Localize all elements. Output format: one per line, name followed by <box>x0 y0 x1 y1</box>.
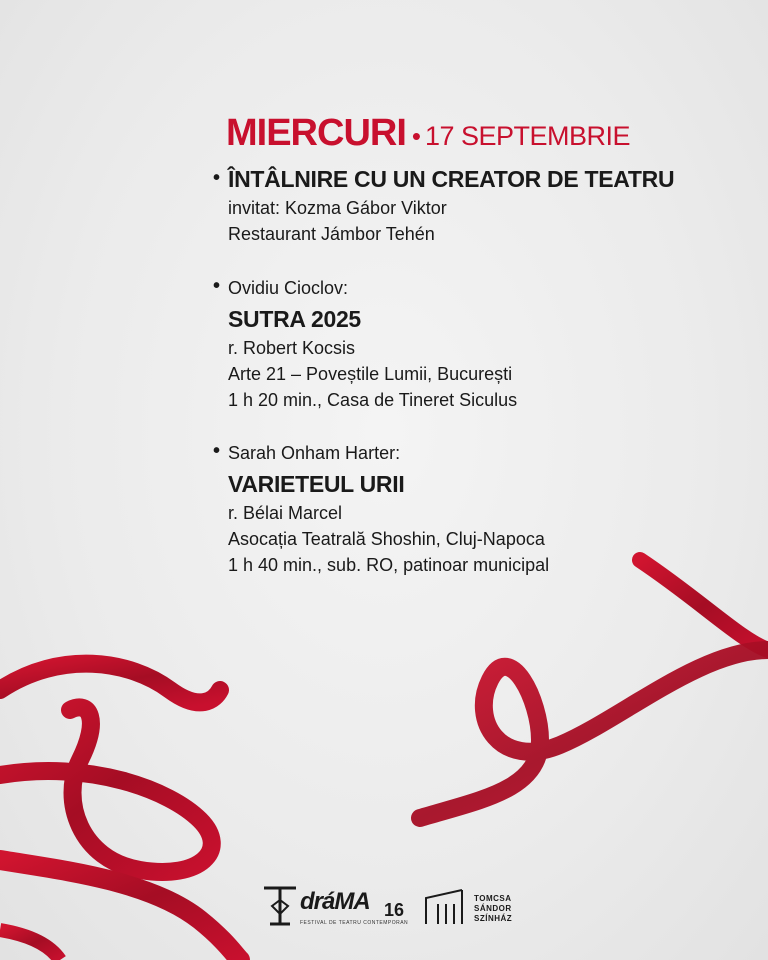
tomcsa-name <box>474 894 512 924</box>
tomcsa-line: SÁNDOR <box>474 904 512 913</box>
event-author: Sarah Onham Harter: <box>228 443 401 463</box>
drama-edition-number: 16 <box>384 900 405 920</box>
event-detail-line: Restaurant Jámbor Tehén <box>228 224 435 244</box>
event-detail-line: r. Bélai Marcel <box>228 503 343 523</box>
theatre-building-icon <box>424 886 468 926</box>
event-detail-line: r. Robert Kocsis <box>228 338 356 358</box>
event-detail-line: 1 h 20 min., Casa de Tineret Siculus <box>228 390 518 410</box>
date-label: 17 SEPTEMBRIE <box>425 121 631 151</box>
tomcsa-theatre-logo <box>424 886 534 930</box>
event-title: SUTRA 2025 <box>228 306 361 332</box>
day-heading <box>226 112 630 155</box>
drama-festival-logo <box>262 884 412 934</box>
event-author: Ovidiu Cioclov: <box>228 278 349 298</box>
event-detail-line: invitat: Kozma Gábor Viktor <box>228 198 447 218</box>
event-title: ÎNTÂLNIRE CU UN CREATOR DE TEATRU <box>228 166 675 192</box>
heading-separator: • <box>411 121 421 151</box>
event-bullet: • <box>213 167 221 189</box>
event-detail-line: Asocația Teatrală Shoshin, Cluj-Napoca <box>228 529 545 549</box>
event-detail-line: Arte 21 – Poveștile Lumii, București <box>228 364 513 384</box>
tomcsa-line: TOMCSA <box>474 894 512 903</box>
event-bullet: • <box>213 440 221 462</box>
tomcsa-line: SZÍNHÁZ <box>474 914 513 923</box>
event-bullet: • <box>213 275 221 297</box>
event-detail-line: 1 h 40 min., sub. RO, patinoar municipal <box>228 555 550 575</box>
drama-subtitle: FESTIVAL DE TEATRU CONTEMPORAN <box>300 920 409 926</box>
drama-wordmark: dráMA <box>300 888 370 915</box>
event-title: VARIETEUL URII <box>228 471 405 497</box>
drama-mask-icon <box>262 884 298 928</box>
day-name: MIERCURI <box>226 112 406 154</box>
